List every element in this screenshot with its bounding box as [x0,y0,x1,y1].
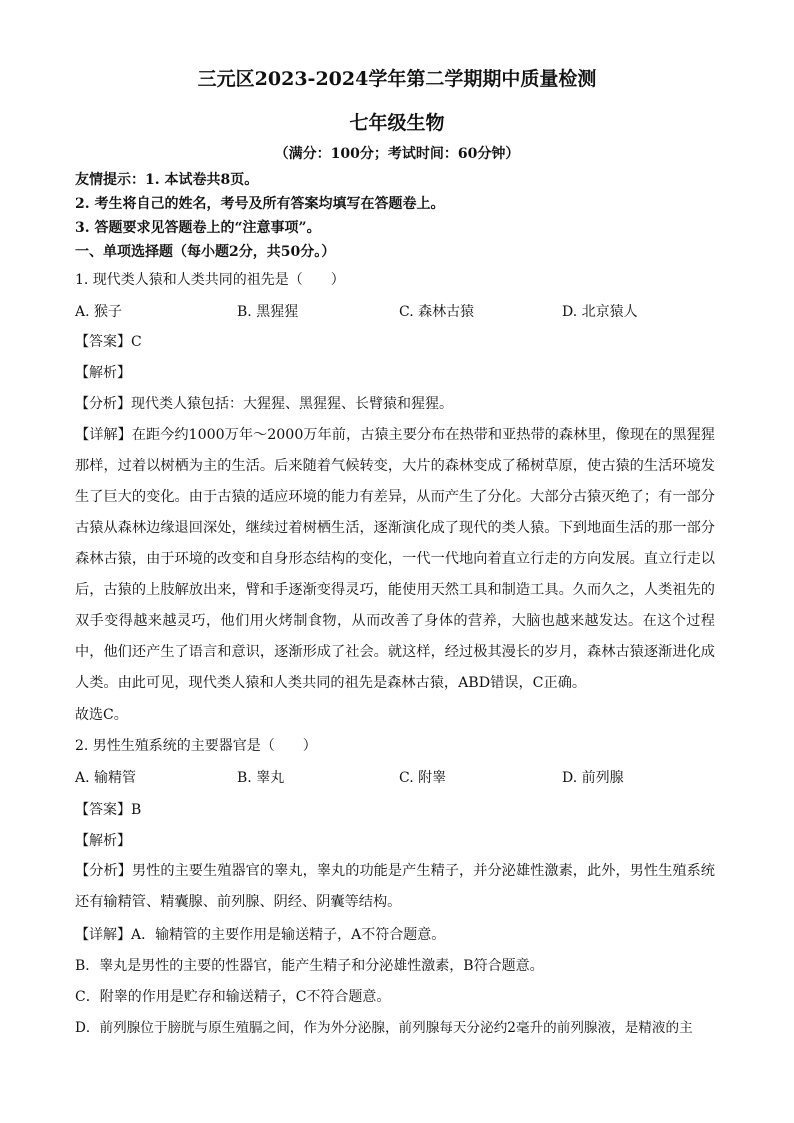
q1-option-a: A. 猴子 [75,304,123,320]
q1-analysis-label: 【解析】 [75,365,131,381]
q1-conclusion: 故选C。 [75,707,128,723]
q1-fenxi: 【分析】现代类人猿包括：大猩猩、黑猩猩、长臂猿和猩猩。 [75,396,453,412]
q2-detail-c: C．附睾的作用是贮存和输送精子，C不符合题意。 [75,989,391,1005]
q1-option-d: D. 北京猿人 [562,304,638,320]
note-2: 2. 考生将自己的姓名，考号及所有答案均填写在答题卷上。 [75,196,445,212]
note-3: 3. 答题要求见答题卷上的“注意事项”。 [75,220,321,236]
q2-answer: 【答案】B [75,802,142,818]
q1-option-c: C. 森林古猿 [399,304,475,320]
q2-detail-d: D．前列腺位于膀胱与原生殖膈之间，作为外分泌腺，前列腺每天分泌约2毫升的前列腺液，是精液的主 [75,1020,693,1036]
q2-option-b: B. 睾丸 [237,770,285,786]
q2-analysis-label: 【解析】 [75,833,131,849]
q2-fenxi: 【分析】男性的主要生殖器官的睾丸，睾丸的功能是产生精子，并分泌雄性激素，此外，男性生殖系统还有输精管、精囊腺、前列腺、阴经、阴囊等结构。 [75,863,715,910]
exam-title: 三元区2023-2024学年第二学期期中质量检测 [197,68,597,90]
exam-meta: （满分：100分；考试时间：60分钟） [274,146,520,162]
exam-subject: 七年级生物 [349,112,445,134]
q2-detail-b: B．睾丸是男性的主要的性器官，能产生精子和分泌雄性激素，B符合题意。 [75,958,544,974]
q1-option-b: B. 黑猩猩 [237,304,299,320]
q2-option-d: D. 前列腺 [562,770,624,786]
section-heading: 一、单项选择题（每小题2分，共50分。） [75,244,336,260]
q2-stem: 2. 男性生殖系统的主要器官是（ ） [75,738,317,754]
q1-detail: 【详解】在距今约1000万年～2000万年前，古猿主要分布在热带和亚热带的森林里，像现在的黑猩猩那样，过着以树栖为主的生活。后来随着气候转变，大片的森林变成了稀树草原，使古猿的生活环境发生了巨大的变化。由于古猿的适应环境的能力有差异，从而产生了分化。大部分古猿灭绝了；有一部分古猿从森林边缘退回深处，继续过着树栖生活，逐渐演化成了现代的类人猿。下到地面生活的那一部分森林古猿，由于环境的改变和自身形态结构的变化，一代一代地向着直立行走的方向发展。直立行走以后，古猿的上肢解放出来，臂和手逐渐变得灵巧，能使用天然工具和制造工具。久而久之，人类祖先的双手变得越来越灵巧，他们用火烤制食物，从而改善了身体的营养，大脑也越来越发达。在这个过程中，他们还产生了语言和意识，逐渐形成了社会。就这样，经过极其漫长的岁月，森林古猿逐渐进化成人类。由此可见，现代类人猿和人类共同的祖先是森林古猿，ABD错误，C正确。 [75,427,715,691]
q1-stem: 1. 现代类人猿和人类共同的祖先是（ ） [75,272,345,288]
note-1: 友情提示：1. 本试卷共8页。 [75,172,259,188]
q2-detail-a: 【详解】A．输精管的主要作用是输送精子，A不符合题意。 [75,927,446,943]
q2-option-c: C. 附睾 [399,770,447,786]
q1-answer: 【答案】C [75,334,142,350]
q2-option-a: A. 输精管 [75,770,137,786]
